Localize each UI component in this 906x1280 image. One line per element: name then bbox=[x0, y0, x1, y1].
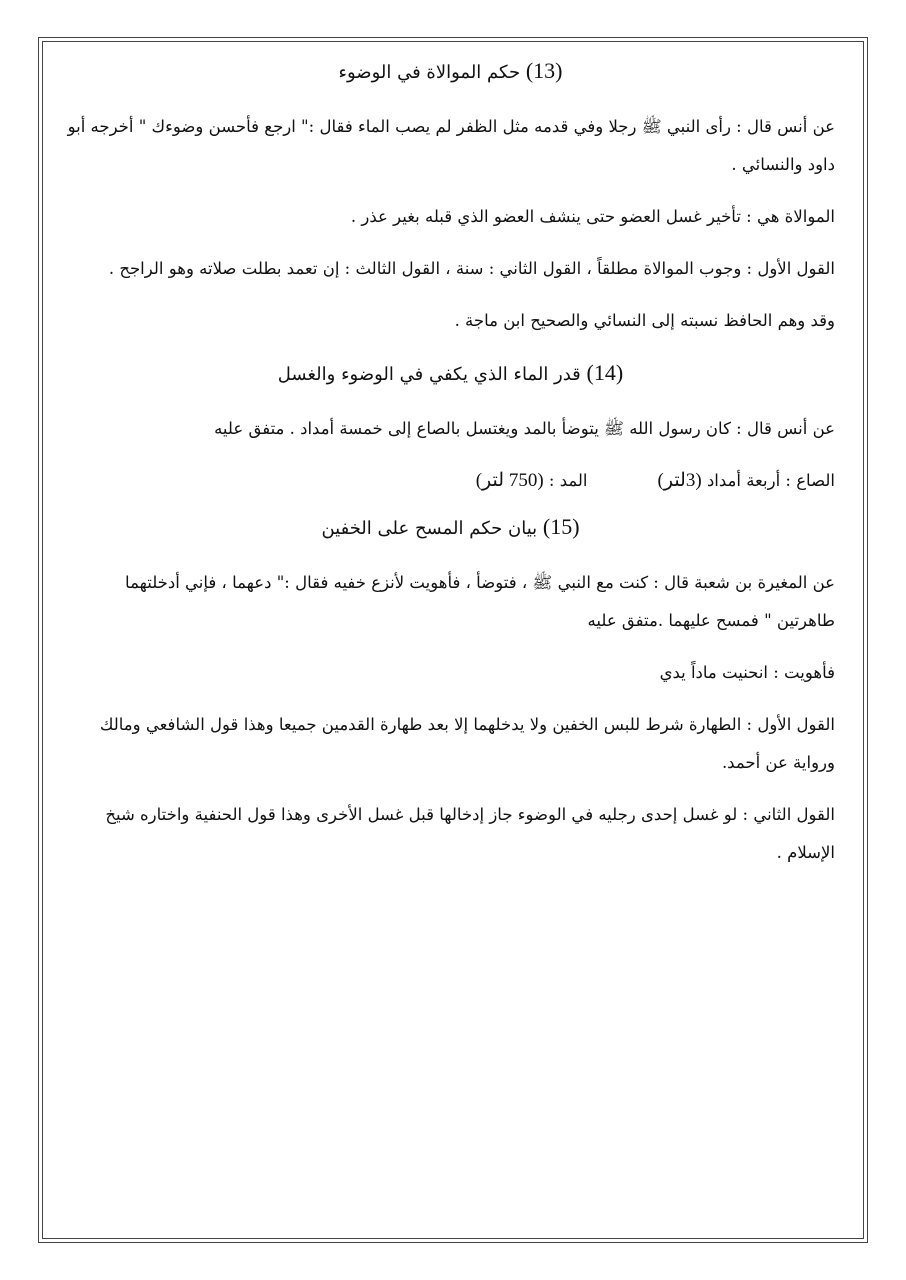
section-15-number: (15) bbox=[542, 514, 580, 539]
saa-measure bbox=[658, 462, 835, 500]
paragraph: عن أنس قال : رأى النبي ﷺ رجلا وفي قدمه مثل الظفر لم يصب الماء فقال :" ارجع فأحسن وضوءك " أخرجه أبو داود والنسائي . bbox=[67, 117, 835, 174]
document-body bbox=[66, 52, 835, 872]
paragraph: عن أنس قال : كان رسول الله ﷺ يتوضأ بالمد ويغتسل بالصاع إلى خمسة أمداد . متفق عليه bbox=[214, 419, 835, 438]
paragraph: وقد وهم الحافظ نسبته إلى النسائي والصحيح ابن ماجة . bbox=[454, 311, 835, 330]
mudd-value: (750 لتر) bbox=[475, 470, 544, 491]
section-13-title: حكم الموالاة في الوضوء bbox=[338, 62, 521, 83]
measures-row bbox=[66, 462, 835, 500]
section-15-title: بيان حكم المسح على الخفين bbox=[321, 518, 538, 539]
paragraph: عن المغيرة بن شعبة قال : كنت مع النبي ﷺ ، فتوضأ ، فأهويت لأنزع خفيه فقال :" دعهما ، فإني أدخلتهما طاهرتين " فمسح عليهما .متفق عليه bbox=[125, 573, 835, 630]
section-14-number: (14) bbox=[586, 360, 624, 385]
paragraph: الموالاة هي : تأخير غسل العضو حتى ينشف العضو الذي قبله بغير عذر . bbox=[350, 207, 835, 226]
paragraph: فأهويت : انحنيت ماداً يدي bbox=[659, 663, 835, 682]
paragraph: القول الأول : الطهارة شرط للبس الخفين ولا يدخلهما إلا بعد طهارة القدمين جميعا وهذا قول الشافعي ومالك ورواية عن أحمد. bbox=[99, 715, 835, 772]
section-14-title: قدر الماء الذي يكفي في الوضوء والغسل bbox=[277, 364, 581, 385]
paragraph: القول الأول : وجوب الموالاة مطلقاً ، القول الثاني : سنة ، القول الثالث : إن تعمد بطلت صلاته وهو الراجح . bbox=[108, 259, 835, 278]
saa-label: الصاع : أربعة أمداد bbox=[706, 471, 835, 490]
section-13-number: (13) bbox=[525, 58, 563, 83]
mudd-label: المد : bbox=[548, 471, 588, 490]
paragraph: القول الثاني : لو غسل إحدى رجليه في الوضوء جاز إدخالها قبل غسل الأخرى وهذا قول الحنفية واختاره شيخ الإسلام . bbox=[105, 805, 835, 862]
mudd-measure bbox=[476, 462, 588, 500]
section-14-heading bbox=[66, 354, 835, 394]
saa-value: (3لتر) bbox=[657, 470, 702, 491]
section-15-heading bbox=[66, 508, 835, 548]
section-13-heading bbox=[66, 52, 835, 92]
